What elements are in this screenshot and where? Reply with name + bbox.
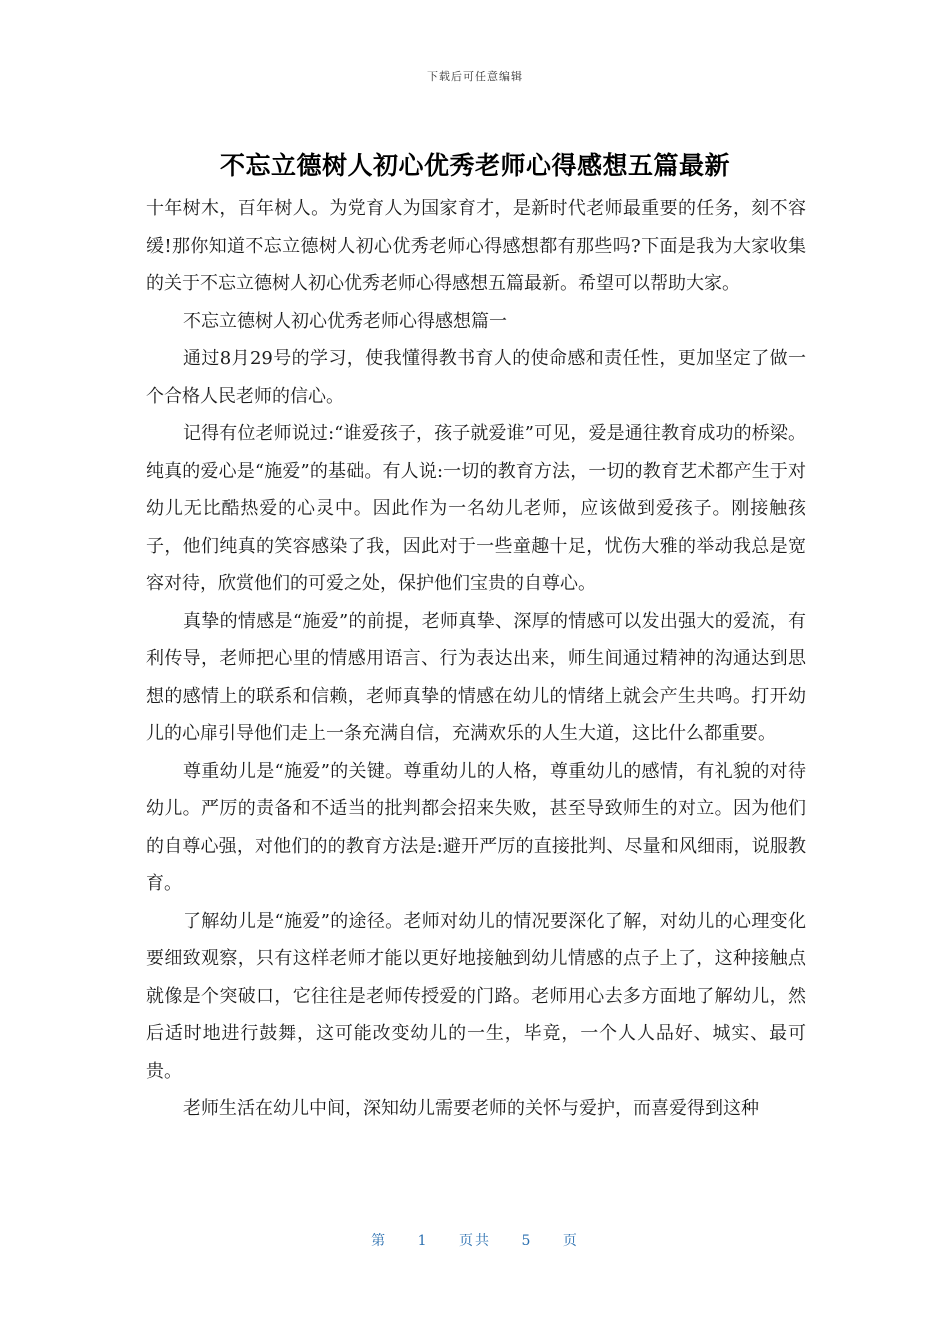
- body-paragraph: 通过8月29号的学习，使我懂得教书育人的使命感和责任性，更加坚定了做一个合格人民老师的信心。: [146, 348, 806, 407]
- intro-paragraph: 十年树木，百年树人。为党育人为国家育才，是新时代老师最重要的任务，刻不容缓!那你知道不忘立德树人初心优秀老师心得感想都有那些吗?下面是我为大家收集的关于不忘立德树人初心优秀老师心得感想五篇最新。希望可以帮助大家。: [146, 198, 806, 294]
- document-title: 不忘立德树人初心优秀老师心得感想五篇最新: [219, 151, 730, 180]
- page-header-note: 下载后可任意编辑: [427, 70, 523, 83]
- page-number-footer: [0, 1230, 950, 1250]
- footer-current-page: 1: [417, 1233, 429, 1249]
- footer-prefix: 第: [371, 1233, 388, 1249]
- body-paragraph: 尊重幼儿是“施爱”的关键。尊重幼儿的人格，尊重幼儿的感情，有礼貌的对待幼儿。严厉的责备和不适当的批判都会招来失败，甚至导致师生的对立。因为他们的自尊心强，对他们的的教育方法是:避开严厉的直接批判、尽量和风细雨，说服教育。: [146, 760, 806, 894]
- body-paragraph: 了解幼儿是“施爱”的途径。老师对幼儿的情况要深化了解，对幼儿的心理变化要细致观察，只有这样老师才能以更好地接触到幼儿情感的点子上了，这种接触点就像是个突破口，它往往是老师传授爱的门路。老师用心去多方面地了解幼儿，然后适时地进行鼓舞，这可能改变幼儿的一生，毕竟，一个人人品好、城实、最可贵。: [146, 910, 806, 1082]
- body-paragraph: 记得有位老师说过:“谁爱孩子，孩子就爱谁”可见，爱是通往教育成功的桥梁。纯真的爱心是“施爱”的基础。有人说:一切的教育方法，一切的教育艺术都产生于对幼儿无比酷热爱的心灵中。因此作为一名幼儿老师，应该做到爱孩子。刚接触孩子，他们纯真的笑容感染了我，因此对于一些童趣十足，忧伤大雅的举动我总是宽容对待，欣赏他们的可爱之处，保护他们宝贵的自尊心。: [146, 423, 806, 594]
- body-paragraph: 老师生活在幼儿中间，深知幼儿需要老师的关怀与爱护，而喜爱得到这种: [183, 1098, 759, 1119]
- section-heading: 不忘立德树人初心优秀老师心得感想篇一: [183, 310, 507, 332]
- footer-suffix: 页: [562, 1233, 579, 1249]
- footer-middle: 页共: [459, 1233, 491, 1249]
- document-body: [146, 190, 806, 1128]
- footer-total-pages: 5: [521, 1233, 533, 1249]
- body-paragraph: 真挚的情感是“施爱”的前提，老师真挚、深厚的情感可以发出强大的爱流，有利传导，老师把心里的情感用语言、行为表达出来，师生间通过精神的沟通达到思想的感情上的联系和信赖，老师真挚的情感在幼儿的情绪上就会产生共鸣。打开幼儿的心扉引导他们走上一条充满自信，充满欢乐的人生大道，这比什么都重要。: [146, 610, 806, 744]
